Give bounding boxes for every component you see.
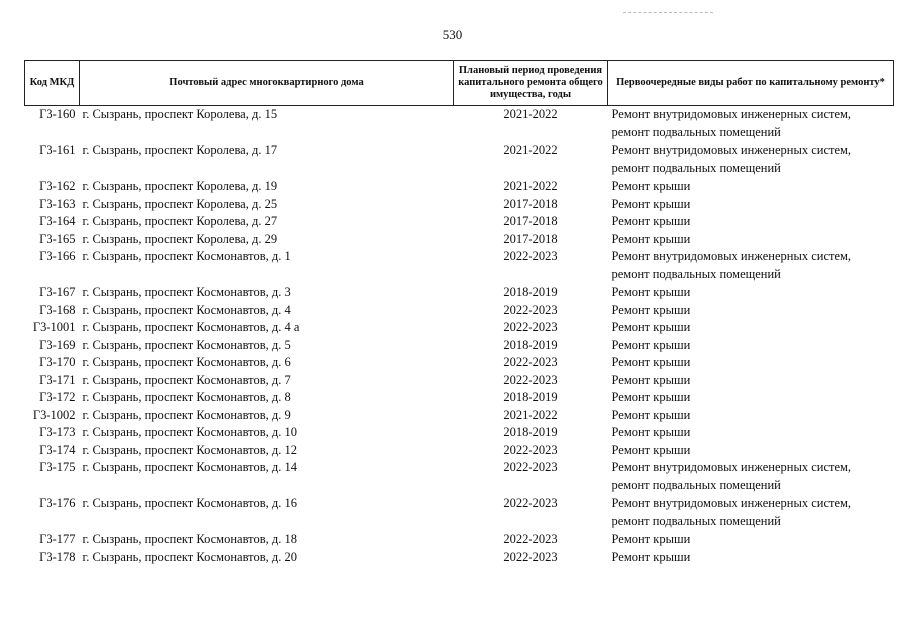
row-period: 2022-2023 [503,302,558,317]
row-period: 2018-2019 [503,337,558,352]
table-row [25,231,894,249]
row-works [608,549,894,567]
table-row [25,531,894,549]
row-works-line: ремонт подвальных помещений [611,513,781,528]
row-works [608,337,894,355]
row-period: 2022-2023 [503,532,558,546]
row-period: 2022-2023 [503,372,558,387]
row-code: Г3-164 [39,214,76,228]
row-address: г. Сызрань, проспект Космонавтов, д. 1 [82,249,291,263]
row-works-line: Ремонт крыши [611,372,691,387]
row-works [608,231,894,249]
row-works-line: ремонт подвальных помещений [611,477,781,492]
row-code: Г3-1001 [32,320,76,334]
row-period: 2017-2018 [503,196,558,211]
row-period: 2022-2023 [503,320,558,334]
row-period: 2022-2023 [503,355,558,369]
row-works-line: Ремонт внутридомовых инженерных систем, [611,460,852,474]
row-works-line: Ремонт крыши [611,390,691,404]
row-address: г. Сызрань, проспект Космонавтов, д. 6 [82,355,291,369]
row-address: г. Сызрань, проспект Космонавтов, д. 7 [82,372,291,387]
row-address: г. Сызрань, проспект Королева, д. 15 [82,107,278,121]
row-code: Г3-161 [39,143,76,157]
row-period: 2022-2023 [503,496,558,510]
row-works [608,302,894,320]
header-address: Почтовый адрес многоквартирного дома [80,61,454,106]
row-period: 2017-2018 [503,214,558,228]
row-address: г. Сызрань, проспект Космонавтов, д. 4 [82,302,291,317]
row-address: г. Сызрань, проспект Королева, д. 17 [82,143,278,157]
row-address: г. Сызрань, проспект Космонавтов, д. 18 [82,532,297,546]
row-works-line: Ремонт крыши [611,196,691,211]
repair-schedule-table [24,60,894,566]
row-works-line: Ремонт крыши [611,355,691,369]
row-address: г. Сызрань, проспект Королева, д. 25 [82,196,278,211]
table-row [25,284,894,302]
table-row [25,495,894,531]
row-works-line: Ремонт внутридомовых инженерных систем, [611,249,852,263]
row-works-line: Ремонт крыши [611,231,691,246]
row-works [608,442,894,460]
table-row [25,178,894,196]
table-body [25,106,894,567]
table-row [25,442,894,460]
row-code: Г3-175 [39,460,76,474]
row-address: г. Сызрань, проспект Космонавтов, д. 4 а [82,320,300,334]
table-row [25,142,894,178]
row-code: Г3-162 [39,179,76,193]
row-works [608,372,894,390]
row-works [608,106,894,143]
row-works-line: Ремонт крыши [611,320,691,334]
row-works [608,495,894,531]
row-works-line: Ремонт внутридомовых инженерных систем, [611,107,852,121]
row-code: Г3-165 [39,231,76,246]
row-code: Г3-170 [39,355,76,369]
row-works-line: Ремонт внутридомовых инженерных систем, [611,496,852,510]
row-works [608,213,894,231]
table-row [25,213,894,231]
row-works [608,319,894,337]
row-works [608,142,894,178]
row-works-line: Ремонт крыши [611,407,691,422]
row-works [608,407,894,425]
row-period: 2021-2022 [503,143,558,157]
row-period: 2018-2019 [503,285,558,299]
row-works [608,196,894,214]
row-code: Г3-167 [39,285,76,299]
table-header-row [25,61,894,106]
row-code: Г3-174 [39,442,76,457]
row-works-line: Ремонт крыши [611,549,691,564]
table-row [25,424,894,442]
table-row [25,248,894,284]
row-works-line: Ремонт крыши [611,302,691,317]
row-works [608,178,894,196]
row-works [608,459,894,495]
table-row [25,196,894,214]
row-works [608,389,894,407]
row-period: 2022-2023 [503,460,558,474]
row-address: г. Сызрань, проспект Космонавтов, д. 8 [82,390,291,404]
row-works-line: Ремонт внутридомовых инженерных систем, [611,143,852,157]
row-period: 2018-2019 [503,390,558,404]
row-period: 2022-2023 [503,249,558,263]
row-works [608,531,894,549]
row-code: Г3-177 [39,532,76,546]
row-code: Г3-1002 [32,407,76,422]
row-code: Г3-163 [39,196,76,211]
row-code: Г3-172 [39,390,76,404]
header-code: Код МКД [25,61,80,106]
row-works [608,284,894,302]
row-address: г. Сызрань, проспект Космонавтов, д. 5 [82,337,291,352]
table-row [25,389,894,407]
row-works-line: Ремонт крыши [611,285,691,299]
row-works [608,354,894,372]
table-row [25,407,894,425]
row-works [608,424,894,442]
row-period: 2021-2022 [503,107,558,121]
row-code: Г3-176 [39,496,76,510]
row-works [608,248,894,284]
row-code: Г3-168 [39,302,76,317]
table-row [25,106,894,143]
row-works-line: Ремонт крыши [611,179,691,193]
row-code: Г3-160 [39,107,76,121]
row-period: 2022-2023 [503,549,558,564]
table-row [25,354,894,372]
row-address: г. Сызрань, проспект Космонавтов, д. 14 [82,460,297,474]
row-address: г. Сызрань, проспект Космонавтов, д. 16 [82,496,297,510]
row-works-line: Ремонт крыши [611,214,691,228]
row-address: г. Сызрань, проспект Космонавтов, д. 10 [82,425,297,439]
row-code: Г3-171 [39,372,76,387]
row-period: 2022-2023 [503,442,558,457]
page-number: 530 [442,27,463,42]
row-address: г. Сызрань, проспект Космонавтов, д. 12 [82,442,297,457]
header-works: Первоочередные виды работ по капитальному ремонту* [608,61,894,106]
row-address: г. Сызрань, проспект Королева, д. 29 [82,231,278,246]
row-code: Г3-178 [39,549,76,564]
row-period: 2017-2018 [503,231,558,246]
row-works-line: ремонт подвальных помещений [611,266,781,281]
row-address: г. Сызрань, проспект Космонавтов, д. 9 [82,407,291,422]
row-address: г. Сызрань, проспект Королева, д. 19 [82,179,278,193]
row-address: г. Сызрань, проспект Космонавтов, д. 3 [82,285,291,299]
row-works-line: Ремонт крыши [611,532,691,546]
row-works-line: Ремонт крыши [611,425,691,439]
table-row [25,302,894,320]
table-row [25,549,894,567]
table-row [25,372,894,390]
row-period: 2021-2022 [503,179,558,193]
row-period: 2018-2019 [503,425,558,439]
table-row [25,319,894,337]
row-period: 2021-2022 [503,407,558,422]
row-address: г. Сызрань, проспект Космонавтов, д. 20 [82,549,297,564]
row-code: Г3-173 [39,425,76,439]
row-address: г. Сызрань, проспект Королева, д. 27 [82,214,278,228]
scan-artifact-line [623,12,713,13]
header-period: Плановый период проведения капитального ремонта общего имущества, годы [454,61,608,106]
row-works-line: ремонт подвальных помещений [611,124,781,139]
row-code: Г3-169 [39,337,76,352]
row-code: Г3-166 [39,249,76,263]
table-row [25,337,894,355]
row-works-line: Ремонт крыши [611,442,691,457]
table-row [25,459,894,495]
row-works-line: ремонт подвальных помещений [611,160,781,175]
row-works-line: Ремонт крыши [611,337,691,352]
